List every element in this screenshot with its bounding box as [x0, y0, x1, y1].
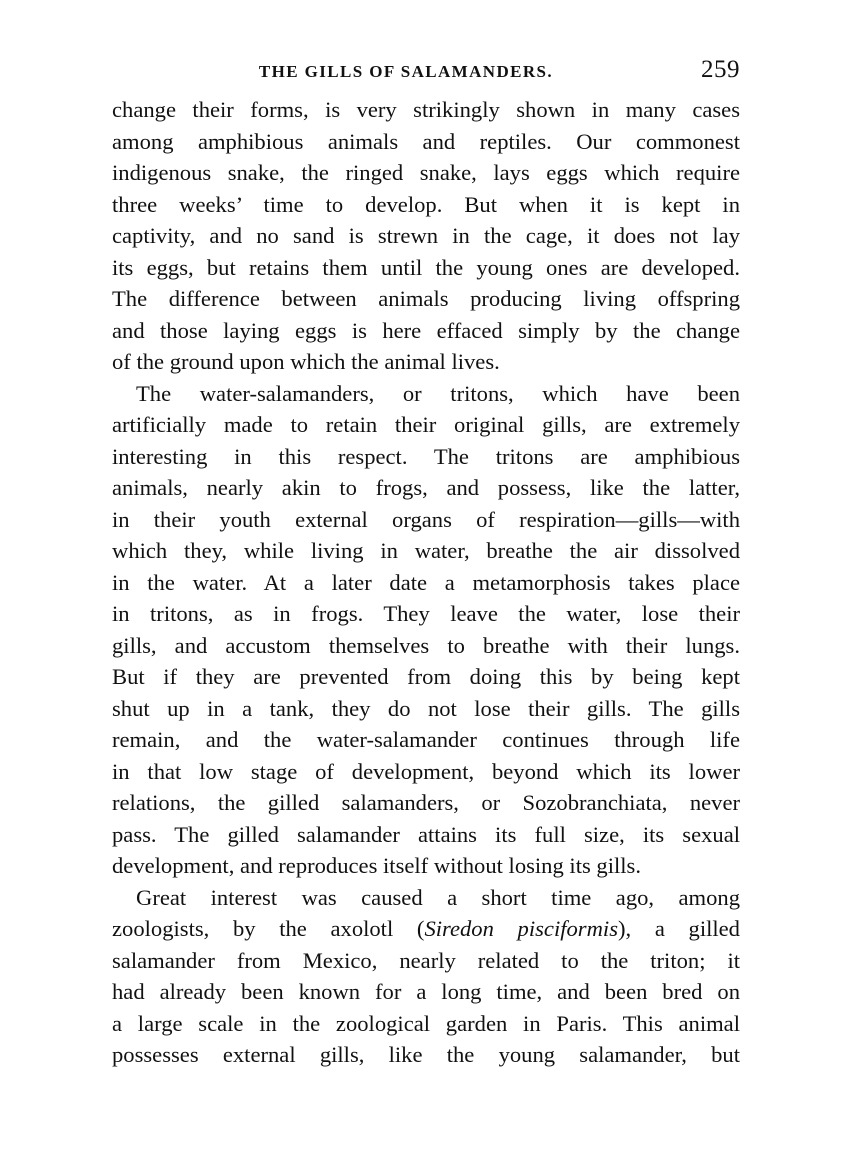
text-line: indigenous snake, the ringed snake, lays eggs which require: [112, 160, 740, 185]
text-line: remain, and the water-salamander continues through life: [112, 727, 740, 752]
paragraph-2: [112, 378, 740, 882]
text-line: had already been known for a long time, and been bred on: [112, 979, 740, 1004]
text-run: ), a gilled: [617, 916, 740, 941]
paragraph-1: [112, 94, 740, 378]
paragraph-3: [112, 882, 740, 1071]
text-line: among amphibious animals and reptiles. Our commonest: [112, 128, 740, 154]
text-line: three weeks’ time to develop. But when it is kept in: [112, 191, 740, 217]
text-run: zoologists, by the axolotl (: [112, 916, 425, 941]
book-page: [112, 56, 740, 1071]
text-line: in tritons, as in frogs. They leave the water, lose their: [112, 601, 740, 626]
text-line: change their forms, is very strikingly shown in many cases: [112, 97, 740, 122]
text-line: gills, and accustom themselves to breathe with their lungs.: [112, 632, 740, 658]
page-number: 259: [701, 56, 740, 83]
text-line: its eggs, but retains them until the young ones are developed.: [112, 254, 740, 280]
text-line: shut up in a tank, they do not lose their gills. The gills: [112, 695, 740, 721]
text-line: a large scale in the zoological garden in Paris. This animal: [112, 1010, 740, 1036]
text-line: animals, nearly akin to frogs, and possess, like the latter,: [112, 475, 740, 500]
text-line: which they, while living in water, breathe the air dissolved: [112, 538, 740, 563]
text-line: and those laying eggs is here effaced simply by the change: [112, 317, 740, 343]
text-line-with-italic: [112, 913, 740, 945]
text-line: captivity, and no sand is strewn in the cage, it does not lay: [112, 223, 740, 248]
running-head: [112, 56, 740, 90]
text-line: in that low stage of development, beyond which its lower: [112, 758, 740, 784]
running-title: THE GILLS OF SALAMANDERS.: [258, 62, 554, 81]
text-line: development, and reproduces itself without losing its gills.: [112, 853, 641, 878]
species-name-italic: Siredon pisciformis: [424, 916, 618, 941]
text-line: salamander from Mexico, nearly related to the triton; it: [112, 947, 740, 973]
text-line: But if they are prevented from doing this by being kept: [112, 664, 740, 689]
text-line: interesting in this respect. The tritons are amphibious: [112, 443, 740, 469]
text-line: The difference between animals producing living offspring: [112, 286, 740, 311]
text-line: in the water. At a later date a metamorphosis takes place: [112, 569, 740, 595]
text-line: in their youth external organs of respiration—gills—with: [112, 506, 740, 532]
text-line: Great interest was caused a short time ago, among: [136, 884, 740, 910]
text-line: pass. The gilled salamander attains its full size, its sexual: [112, 821, 740, 847]
text-line: artificially made to retain their original gills, are extremely: [112, 412, 740, 437]
text-line: relations, the gilled salamanders, or Sozobranchiata, never: [112, 790, 740, 815]
text-line: The water-salamanders, or tritons, which have been: [136, 380, 740, 406]
text-line: of the ground upon which the animal lives.: [112, 349, 500, 374]
text-line: possesses external gills, like the young salamander, but: [112, 1042, 740, 1067]
